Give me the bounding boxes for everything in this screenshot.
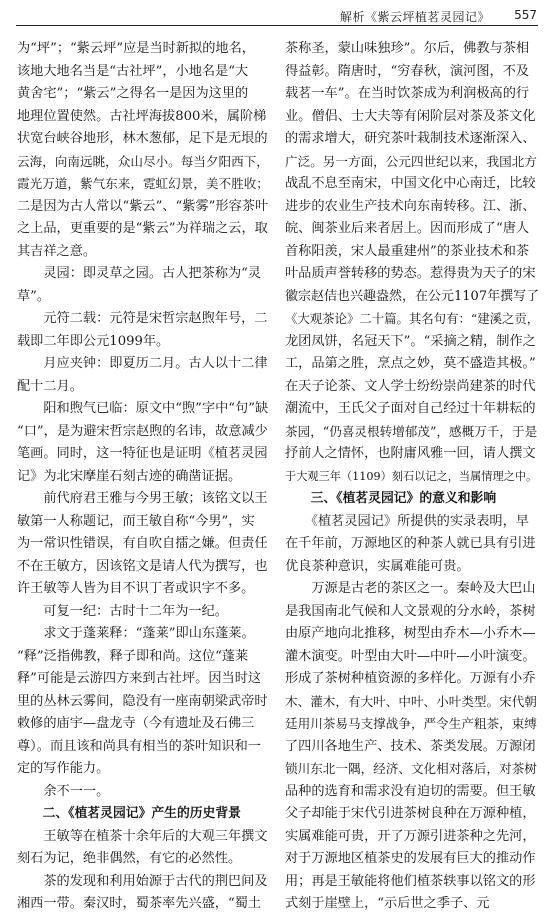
text-line: 余不一一。 xyxy=(17,783,110,799)
text-line: 在天子论茶、文人学士纷纷崇尚建茶的时代 xyxy=(285,378,536,394)
text-line: 万源是古老的茶区之一。秦岭及大巴山 xyxy=(285,581,536,596)
text-line: 笔画。同时，这一特征也是证明《植茗灵园 xyxy=(17,446,268,461)
text-line: 释”可能是云游四方来到古社坪。因当时这 xyxy=(17,671,262,686)
text-line: 霞光万道，紫气东来，霓虹幻景，美不胜收； xyxy=(17,176,269,191)
text-line: 用；再是王敏能将他们植茶轶事以铭文的形 xyxy=(285,873,536,889)
text-line: 徽宗赵佶也兴趣盎然，在公元1107年撰写了 xyxy=(285,288,540,304)
text-line: 是我国南北气候和人文景观的分水岭，茶树 xyxy=(285,603,536,619)
text-line: 灵园：即灵草之园。古人把茶称为“灵 xyxy=(17,266,262,281)
text-line: 月应夹钟：即夏历二月。古人以十二律 xyxy=(17,356,268,371)
text-line: 茶园，“仍喜灵根转增郁茂”，感概万千，于是 xyxy=(285,423,538,439)
text-line: 状宽台峡谷地形，林木葱郁，足下是无垠的 xyxy=(17,131,268,146)
text-line: 《植茗灵园记》所提供的实录表明，早 xyxy=(285,513,529,529)
text-line: 湘西一带。秦汉时，蜀茶率先兴盛，“蜀土 xyxy=(17,896,262,911)
text-line: 龙团凤饼，名冠天下”。“采摘之精，制作之 xyxy=(285,333,536,349)
text-line: 敕修的庙宇—盘龙寺（今有遗址及石佛三 xyxy=(17,716,255,731)
text-line: 茶的发现和利用始源于古代的荆巴间及 xyxy=(17,873,268,889)
text-line: 不在王敏方，因该铭文是请人代为撰写，也 xyxy=(17,558,268,574)
text-line: 的需求增大，研究茶叶栽制技术逐渐深入、 xyxy=(285,131,536,146)
text-line: 父子却能于宋代引进茶树良种在万源种植， xyxy=(285,806,536,821)
text-line: 尊）。而且该和尚具有相当的茶叶知识和一 xyxy=(17,738,261,754)
text-line: 前代府君王雅与今男王敏；该铭文以王 xyxy=(17,491,268,506)
text-line: 广泛。另一方面，公元四世纪以来，我国北方 xyxy=(285,153,537,169)
right-text-column xyxy=(285,38,540,916)
running-title: 解析《紫云坪植茗灵园记》 xyxy=(339,10,490,24)
text-line: 三、《植茗灵园记》的意义和影响 xyxy=(285,491,497,506)
text-line: 抒前人之情怀，也附庸风雅一回，请人撰文 xyxy=(285,446,536,461)
text-line: 求文于蓬莱释：“蓬莱”即山东蓬莱。 xyxy=(17,626,255,641)
text-line: 进步的农业生产技术向东南转移。江、浙、 xyxy=(285,198,536,214)
text-line: 品种的选育和需求没有迫切的需要。但王敏 xyxy=(285,783,536,799)
text-line: 锁川东北一隅，经济、文化相对落后，对茶树 xyxy=(285,761,537,776)
page-header xyxy=(0,0,550,28)
text-line: 战乱不息至南宋，中国文化中心南迁，比较 xyxy=(285,176,536,191)
text-line: 由原产地向北推移，树型由乔木—小乔木— xyxy=(285,626,536,641)
text-line: 可复一纪：古时十二年为一纪。 xyxy=(17,603,228,619)
text-line: 王敏等在植茶十余年后的大观三年撰文 xyxy=(17,828,268,844)
text-line: 之上品，更重要的是“紫云”为祥瑞之云，取 xyxy=(17,221,268,236)
text-line: 黄舍宅”；“紫云”之得名一是因为这里的 xyxy=(17,86,249,101)
header-rule xyxy=(16,25,538,26)
text-line: 载茗一车”。在当时饮茶成为利润极高的行 xyxy=(285,86,530,101)
text-line: 业。僧侣、士大夫等有闲阶层对茶及茶文化 xyxy=(285,108,536,124)
text-line: 皖、闽茶业后来者居上。因而形成了“唐人 xyxy=(285,221,530,236)
text-line: 《大观茶论》二十篇。其名句有：“建溪之贡， xyxy=(285,311,540,326)
text-line: 其吉祥之意。 xyxy=(17,243,97,259)
text-line: 元符二载：元符是宋哲宗赵煦年号，二 xyxy=(17,311,268,326)
text-line: 该地大地名当是“古社坪”，小地名是“大 xyxy=(17,63,249,79)
text-line: 木、灌木，有大叶、中叶、小叶类型。宋代朝 xyxy=(285,693,537,709)
text-line: 叶品质声誉转移的势态。惹得贵为天子的宋 xyxy=(285,266,536,281)
text-line: 形成了茶树种植资源的多样化。万源有小乔 xyxy=(285,671,536,686)
text-line: 茶称圣，蒙山味独珍”。尔后，佛教与茶相 xyxy=(285,41,530,56)
text-line: 得益彰。隋唐时，“穷春秋，演河图，不及 xyxy=(285,63,530,79)
text-line: 实属难能可贵，开了万源引进茶种之先河， xyxy=(285,828,536,844)
text-line: 了四川各地生产、技术、茶类发展。万源闭 xyxy=(285,738,536,754)
text-line: 敏第一人称题记，而王敏自称“今男”，实 xyxy=(17,513,255,529)
text-line: “释”泛指佛教，释子即和尚。这位“蓬莱 xyxy=(17,648,249,664)
text-line: 配十二月。 xyxy=(17,378,83,394)
text-line: 二、《植茗灵园记》产生的历史背景 xyxy=(17,806,241,821)
text-line: 式刻于崖壁上，“示后世之季子、元 xyxy=(285,896,490,911)
text-line: 廷用川茶易马支撑战争，严令生产粗茶，束缚 xyxy=(285,716,537,731)
text-line: 阳和煦气已临：原文中“煦”字中“句”缺 xyxy=(17,401,269,416)
text-line: 记》为北宋摩崖石刻古迹的确凿证据。 xyxy=(17,468,242,484)
text-line: 在千年前，万源地区的种茶人就已具有引进 xyxy=(285,536,536,551)
text-line: 首称阳羡，宋人最重建州”的茶业技术和茶 xyxy=(285,243,530,259)
text-line: 为一常识性错误，有自吹自擂之嫌。但责任 xyxy=(17,536,268,551)
text-line: “口”，是为避宋哲宗赵煦的名讳，故意减少 xyxy=(17,423,268,439)
text-line: 灌木演变。叶型由大叶—中叶—小叶演变。 xyxy=(285,648,536,664)
text-line: 载即二年即公元1099年。 xyxy=(17,333,170,349)
left-text-column xyxy=(17,38,272,916)
text-line: 二是因为古人常以“紫云”、“紫雾”形容茶叶 xyxy=(17,198,269,214)
text-line: 为“坪”；“紫云坪”应是当时新拟的地名， xyxy=(17,41,255,56)
text-line: 草”。 xyxy=(17,288,51,304)
text-line: 对于万源地区植茶史的发展有巨大的推动作 xyxy=(285,851,536,866)
text-line: 潮流中，王氏父子面对自己经过十年耕耘的 xyxy=(285,401,536,416)
text-line: 刻石为记，绝非偶然，有它的必然性。 xyxy=(17,851,242,866)
text-line: 优良茶种意识，实属难能可贵。 xyxy=(285,558,470,574)
page-number: 557 xyxy=(514,8,537,22)
text-line: 地理位置使然。古社坪海拔800米，属阶梯 xyxy=(17,108,267,124)
text-line: 工，品第之胜，烹点之妙，莫不盛造其极。” xyxy=(285,356,536,371)
text-line: 定的写作能力。 xyxy=(17,761,110,776)
text-line: 于大观三年（1109）刻石以记之，当属情理之中。 xyxy=(285,469,538,483)
text-line: 里的丛林云雾间，隐没有一座南朝梁武帝时 xyxy=(17,693,268,709)
text-line: 许王敏等人皆为目不识丁者或识字不多。 xyxy=(17,581,255,596)
text-line: 云海，向南远眺，众山尽小。每当夕阳西下， xyxy=(17,153,269,169)
